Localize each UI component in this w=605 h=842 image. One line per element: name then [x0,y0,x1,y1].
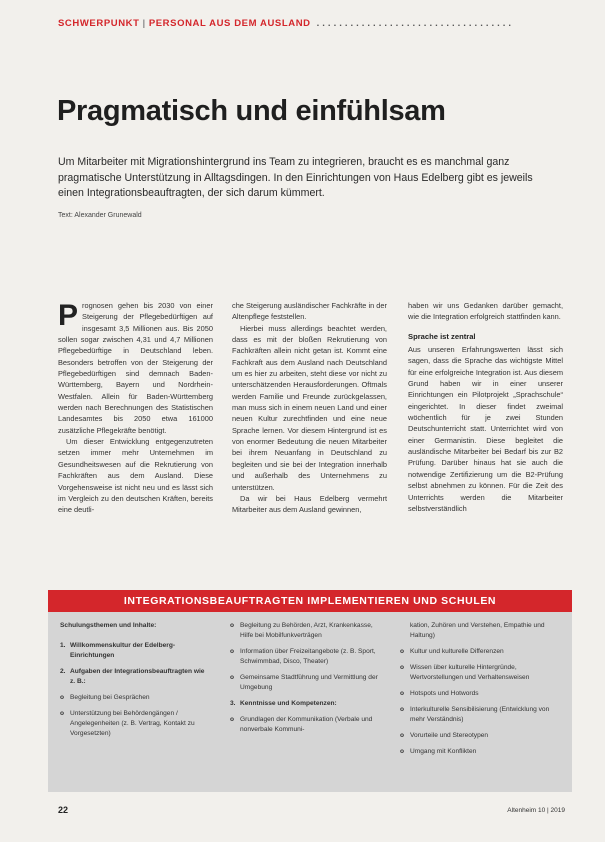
infobox-title: INTEGRATIONSBEAUFTRAGTEN IMPLEMENTIEREN UND SCHULEN [123,595,497,607]
list-item-text: Kenntnisse und Kompetenzen: [240,700,337,707]
bullet-marker: o [400,706,405,713]
section-subkicker: PERSONAL AUS DEM AUSLAND [148,18,311,29]
infobox [48,612,572,792]
list-item-text: Kultur und kulturelle Differenzen [410,648,504,655]
drop-cap: P [58,300,79,332]
list-item [230,715,385,735]
list-item [60,693,210,703]
body-paragraph: Um dieser Entwicklung entgegenzutreten setzen immer mehr Unternehmen im Gesundheitswesen auf die Rekrutierung von Fachkräften aus dem Ausland. Diese Vorgehensweise ist nicht neu und es lässt sich im Vergleich zu den deutschen Kräften, bereits eine deutli- [58,437,213,515]
section-header [58,18,578,32]
bullet-marker: o [60,710,65,717]
bullet-marker: o [230,674,235,681]
list-item-text: Aufgaben der Integrationsbeauftragten wie z. B.: [70,668,205,685]
bullet-marker: o [230,622,235,629]
body-paragraph: Aus unseren Erfahrungswerten lässt sich sagen, dass die Sprache das wichtigste Mittel für eine erfolgreiche Integration ist. Aus diesem Grund haben wir in einer unserer Einrichtungen ein Pilotprojekt „Sprachschule“ eingerichtet. In dieser findet zweimal wöchentlich für je zwei Stunden Deutschunterricht statt. Unterrichtet wird von einer Germanistin. Diese begleitet die ausländische Mitarbeiter bei Bedarf bis zur B2 Prüfung. Darüber hinaus hat sie auch die notwendige Zertifizierung um die B2-Prüfung selbst abnehmen zu können. Für die Zeit des Unterrichts werden die Mitarbeiter selbstverständlich [408,345,563,513]
list-item [400,705,560,725]
bullet-marker: o [400,664,405,671]
body-paragraph [58,300,213,436]
list-item-text: Hotspots und Hotwords [410,690,479,697]
list-item-text: Umgang mit Konflikten [410,748,477,755]
list-item-text: Gemeinsame Stadtführung und Vermittlung der Umgebung [240,674,378,691]
list-item [400,731,560,741]
list-item-continuation: kation, Zuhören und Verstehen, Empathie und Haltung) [410,622,545,639]
kicker-separator: | [142,18,146,29]
body-subheading: Sprache ist zentral [408,331,476,341]
bullet-marker: o [400,748,405,755]
body-column-1 [58,300,213,568]
bullet-marker: o [230,716,235,723]
list-item [400,689,560,699]
body-paragraph: haben wir uns Gedanken darüber gemacht, wie die Integration erfolgreich stattfinden kann. [408,301,563,322]
infobox-column-2 [230,621,385,741]
infobox-heading: Schulungsthemen und Inhalte: [60,622,157,629]
list-item-text: Information über Freizeitangebote (z. B. Sport, Schwimmbad, Disco, Theater) [240,648,376,665]
page-number: 22 [58,805,69,815]
body-column-3 [408,300,563,568]
list-item [230,699,385,709]
list-marker: 2. [60,668,66,675]
list-item-text: Interkulturelle Sensibilisierung (Entwicklung von mehr Verständnis) [410,706,550,723]
publication-issue: Altenheim 10 | 2019 [507,807,565,814]
list-item [60,709,210,739]
body-paragraph: Da wir bei Haus Edelberg vermehrt Mitarbeiter aus dem Ausland gewinnen, [232,493,387,515]
list-item [230,621,385,641]
infobox-column-3 [400,621,560,763]
bullet-marker: o [400,690,405,697]
list-item [400,663,560,683]
bullet-marker: o [60,694,65,701]
body-paragraph: Hierbei muss allerdings beachtet werden, dass es mit der bloßen Rekrutierung von Fachkräften allein nicht getan ist. Kommt eine Fachkraft aus dem Ausland nach Deutschland um es hier zu arbeiten, steht diese vor nicht zu unterschätzenden Herausforderungen. Oftmals werden Familie und Freunde zurückgelassen, man muss sich in einem neuen Land und einer neuen Kultur zurechtfinden und eine neue Sprache lernen. Vor diesem Hintergrund ist es von enormer Bedeutung die neuen Mitarbeiter bei ihrem Neuanfang in Deutschland zu begleiten und sie bei der Integration innerhalb und außerhalb des Unternehmens zu unterstützen. [232,323,387,492]
bullet-marker: o [400,732,405,739]
list-item-text: Begleitung zu Behörden, Arzt, Krankenkasse, Hilfe bei Mobilfunkverträgen [240,622,373,639]
list-item-text: Unterstützung bei Behördengängen / Angelegenheiten (z. B. Vertrag, Kontakt zu Vorgesetzten) [70,710,195,737]
article-author: Text: Alexander Grunewald [58,212,142,219]
section-kicker: SCHWERPUNKT [58,18,140,29]
header-dot-rule: ................................... [316,18,515,29]
list-item-text: Vorurteile und Stereotypen [410,732,489,739]
list-item-text: Begleitung bei Gesprächen [70,694,150,701]
list-item-text: Grundlagen der Kommunikation (Verbale und nonverbale Kommuni- [240,716,373,733]
body-paragraph: che Steigerung ausländischer Fachkräfte in der Altenpflege feststellen. [232,301,387,322]
list-marker: 1. [60,642,66,649]
list-item [60,667,210,687]
infobox-banner [48,590,572,612]
bullet-marker: o [400,648,405,655]
list-item [230,673,385,693]
list-item [60,641,210,661]
list-marker: 3. [230,700,236,707]
list-item-text: Wissen über kulturelle Hintergründe, Wertvorstellungen und Verhaltensweisen [410,664,530,681]
list-item-text: Willkommenskultur der Edelberg-Einrichtungen [70,642,176,659]
infobox-column-1 [60,621,210,745]
article-body [58,300,563,568]
article-lead: Um Mitarbeiter mit Migrationshintergrund ins Team zu integrieren, braucht es es manchmal ganz pragmatische Unterstützung in Alltagsdingen. In den Einrichtungen von Haus Edelberg gibt es jeweils einen Integrationsbeauftragten, der sich darum kümmert. [58,156,533,199]
article-title: Pragmatisch und einfühlsam [57,95,446,127]
body-column-2 [232,300,387,568]
list-item [230,647,385,667]
bullet-marker: o [230,648,235,655]
list-item [400,747,560,757]
list-item [400,647,560,657]
paragraph-text: rognosen gehen bis 2030 von einer Steigerung der Pflegebedürftigen auf insgesamt 3,5 Millionen aus. Bis 2050 sollen sogar zwischen 4,31 und 4,7 Millionen Pflegebedürftige in Deutschland leben. Besonders betroffen von der Steigerung der Pflegebedürftigen sind demnach Baden-Württemberg, Bayern und Nordrhein-Westfalen. Allein für Baden-Württemberg werden nach Berechnungen des Statistischen Landesamtes bis 2050 etwa 161000 zusätzliche Pflegekräfte benötigt. [58,301,213,435]
